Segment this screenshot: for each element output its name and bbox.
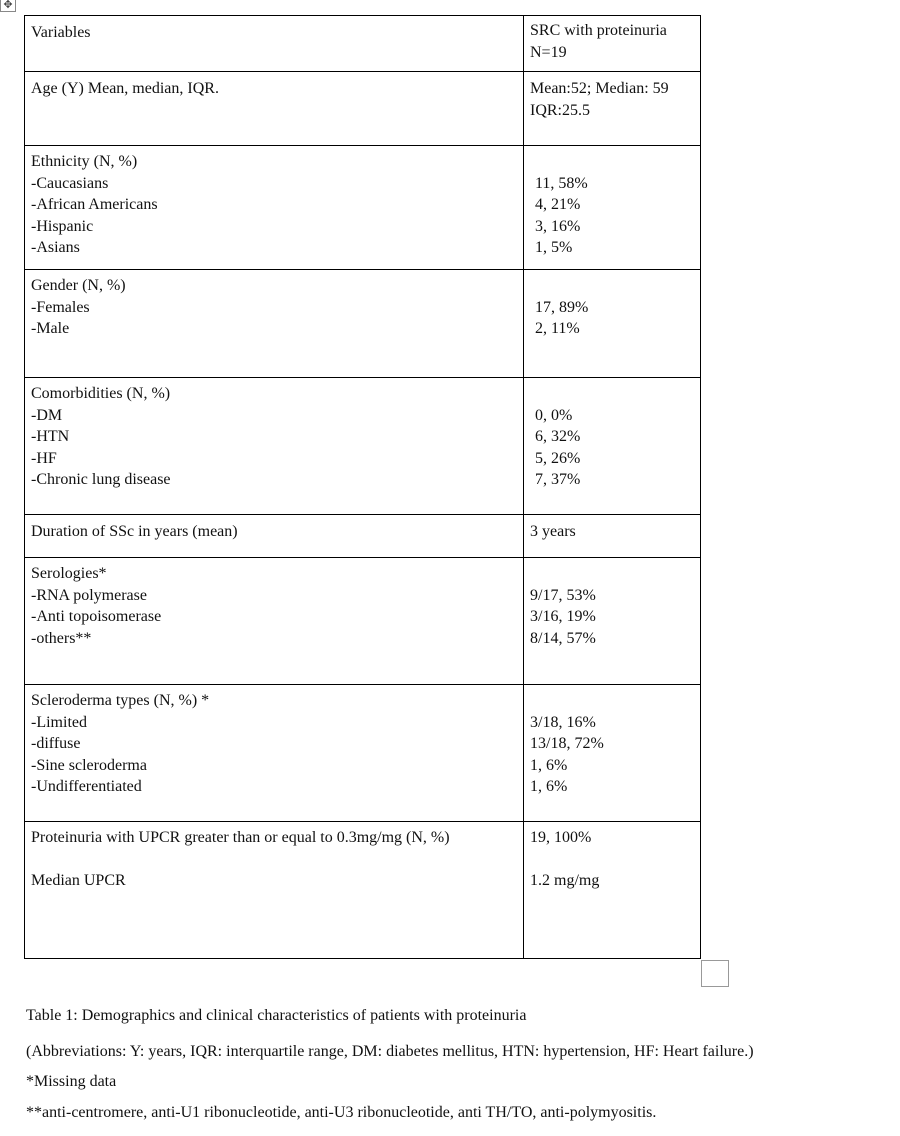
row-value: 2, 11% [535,320,580,338]
row-value: 5, 26% [535,449,581,467]
age-mean-median: Mean:52; Median: 59 [530,80,669,97]
row-item: -Caucasians [31,174,109,192]
duration-value: 3 years [524,515,701,558]
comorbidities-label [25,378,524,515]
gender-label [25,270,524,378]
row-heading: Serologies* [31,565,107,582]
row-value: 4, 21% [535,196,581,214]
table-row [25,822,701,959]
duration-label: Duration of SSc in years (mean) [25,515,524,558]
row-value: 1, 6% [530,756,568,774]
row-value: 3, 16% [535,217,581,235]
ethnicity-values [524,146,701,270]
row-item: -Limited [31,713,87,731]
table-row [25,558,701,685]
proteinuria-values [524,822,701,959]
row-item: -Females [31,298,90,316]
abbreviations-note: (Abbreviations: Y: years, IQR: interquartile range, DM: diabetes mellitus, HTN: hypertension, HF: Heart failure.) [26,1043,754,1060]
row-item: -others** [31,629,92,647]
row-item: -HF [31,449,57,467]
header-src-n: N=19 [530,43,567,61]
row-value: 9/17, 53% [530,586,596,604]
serologies-values [524,558,701,685]
serologies-label [25,558,524,685]
row-item: -RNA polymerase [31,586,147,604]
row-item: -Chronic lung disease [31,471,171,489]
row-item: -Sine scleroderma [31,756,147,774]
table-row [25,270,701,378]
row-value: 8/14, 57% [530,629,596,647]
row-item: -DM [31,406,63,424]
median-upcr-label: Median UPCR [31,872,126,890]
row-value: 19, 100% [530,829,592,846]
median-upcr-value: 1.2 mg/mg [530,872,600,890]
row-heading: Ethnicity (N, %) [31,153,138,170]
header-variables: Variables [25,16,524,72]
row-item: -HTN [31,428,70,446]
types-values [524,685,701,822]
missing-data-note: *Missing data [26,1073,117,1090]
header-src-title: SRC with proteinuria [530,22,667,39]
row-item: -Undifferentiated [31,778,142,796]
table-row [25,378,701,515]
others-footnote: **anti-centromere, anti-U1 ribonucleotide, anti-U3 ribonucleotide, anti TH/TO, anti-polymyositis. [26,1104,657,1121]
row-item: -diffuse [31,735,81,753]
row-value: 7, 37% [535,471,581,489]
table-row [25,685,701,822]
table-header-row [25,16,701,72]
row-value: 6, 32% [535,428,581,446]
gender-values [524,270,701,378]
age-value [524,72,701,146]
row-value: 1, 6% [530,778,568,796]
row-heading: Proteinuria with UPCR greater than or equal to 0.3mg/mg (N, %) [31,829,450,846]
table-caption: Table 1: Demographics and clinical characteristics of patients with proteinuria [26,1007,527,1024]
table-row [25,72,701,146]
row-heading: Comorbidities (N, %) [31,385,171,402]
table-resize-handle[interactable] [701,960,729,987]
row-item: -African Americans [31,196,158,214]
row-value: 3/16, 19% [530,608,596,626]
header-src [524,16,701,72]
row-value: 3/18, 16% [530,713,596,731]
row-value: 17, 89% [535,298,589,316]
proteinuria-label [25,822,524,959]
types-label [25,685,524,822]
row-item: -Asians [31,239,80,257]
comorbidities-values [524,378,701,515]
row-item: -Anti topoisomerase [31,608,162,626]
ethnicity-label [25,146,524,270]
table-row [25,515,701,558]
demographics-table [24,15,701,959]
table-move-handle-icon[interactable]: ✥ [0,0,16,12]
age-label: Age (Y) Mean, median, IQR. [25,72,524,146]
row-value: 1, 5% [535,239,573,257]
age-iqr: IQR:25.5 [530,101,590,119]
row-value: 0, 0% [535,406,573,424]
row-heading: Gender (N, %) [31,277,126,294]
row-value: 13/18, 72% [530,735,604,753]
row-heading: Scleroderma types (N, %) * [31,692,210,709]
row-item: -Male [31,320,70,338]
row-item: -Hispanic [31,217,94,235]
table-row [25,146,701,270]
row-value: 11, 58% [535,174,588,192]
